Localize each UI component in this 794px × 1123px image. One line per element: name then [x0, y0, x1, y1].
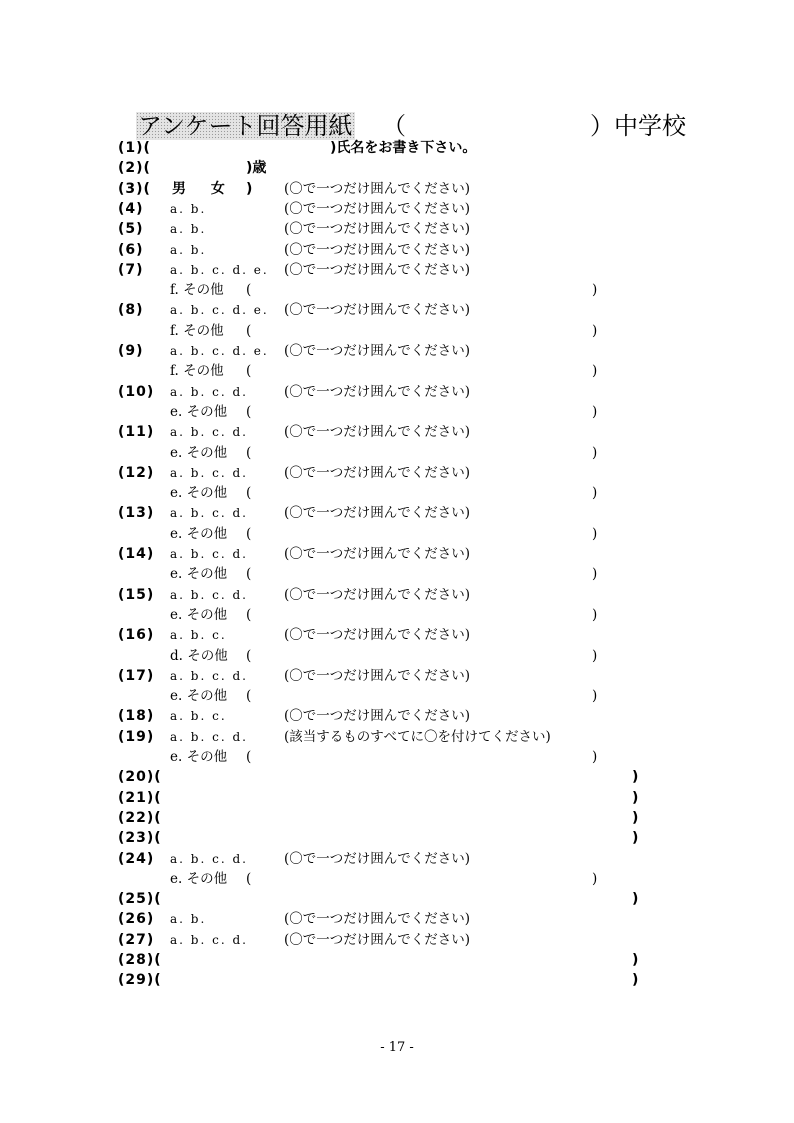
answer-instruction: (〇で一つだけ囲んでください)	[284, 383, 471, 400]
question-blank-label: )氏名をお書き下さい。	[330, 140, 477, 156]
free-answer-close-paren: )	[632, 769, 639, 786]
other-close-paren: )	[592, 363, 598, 380]
question-number: (29)(	[118, 972, 162, 989]
question-number: (9)	[118, 343, 144, 359]
question-number: (6)	[118, 241, 144, 258]
other-open-paren: (	[246, 282, 252, 299]
answer-instruction: (〇で一つだけ囲んでください)	[284, 241, 471, 258]
question-number: (25)(	[118, 891, 162, 908]
other-option-label: e. その他	[170, 525, 228, 542]
free-answer-close-paren: )	[632, 789, 639, 806]
answer-instruction: (該当するものすべてに〇を付けてください)	[284, 728, 551, 745]
answer-instruction: (〇で一つだけ囲んでください)	[284, 586, 471, 603]
school-name-open-paren: （	[382, 112, 406, 140]
answer-instruction: (〇で一つだけ囲んでください)	[284, 302, 471, 319]
question-number: (26)	[118, 911, 155, 928]
other-close-paren: )	[592, 870, 598, 887]
other-open-paren: (	[246, 363, 252, 380]
other-open-paren: (	[246, 749, 252, 765]
free-answer-close-paren: )	[632, 830, 639, 847]
question-number: (20)(	[118, 769, 162, 786]
answer-options[interactable]: a. b. c. d. e.	[170, 303, 269, 318]
other-open-paren: (	[246, 688, 252, 705]
other-close-paren: )	[592, 485, 598, 502]
other-option-label: e. その他	[170, 606, 228, 623]
answer-options[interactable]: a. b. c. d.	[170, 547, 248, 561]
answer-options[interactable]: a. b.	[170, 222, 207, 237]
question-number: (14)	[118, 546, 155, 562]
other-open-paren: (	[246, 606, 252, 623]
other-open-paren: (	[246, 870, 252, 887]
free-answer-close-paren: )	[632, 891, 639, 908]
answer-instruction: (〇で一つだけ囲んでください)	[284, 627, 471, 644]
other-close-paren: )	[592, 749, 598, 765]
other-close-paren: )	[592, 525, 598, 542]
other-close-paren: )	[592, 322, 598, 339]
question-number: (27)	[118, 931, 155, 948]
school-name-suffix: ）中学校	[590, 112, 686, 140]
answer-options[interactable]: a. b.	[170, 912, 207, 927]
answer-options[interactable]: a. b. c. d.	[170, 465, 248, 480]
question-number: (8)	[118, 302, 144, 319]
other-close-paren: )	[592, 606, 598, 623]
question-number: (3)(	[118, 180, 151, 197]
answer-instruction: (〇で一つだけ囲んでください)	[284, 180, 471, 197]
free-answer-close-paren: )	[632, 972, 639, 989]
question-number: (12)	[118, 464, 155, 481]
answer-options[interactable]: a. b.	[170, 201, 207, 216]
answer-instruction: (〇で一つだけ囲んでください)	[284, 261, 471, 278]
page-number: - 17 -	[380, 1040, 414, 1055]
answer-instruction: (〇で一つだけ囲んでください)	[284, 221, 471, 238]
answer-instruction: (〇で一つだけ囲んでください)	[284, 667, 471, 684]
question-number: (2)(	[118, 160, 151, 177]
question-blank-label: )歳	[246, 160, 267, 177]
other-close-paren: )	[592, 403, 598, 420]
answer-options[interactable]: a. b.	[170, 242, 207, 257]
question-number: (13)	[118, 505, 155, 522]
answer-instruction: (〇で一つだけ囲んでください)	[284, 200, 471, 217]
question-number: (5)	[118, 221, 144, 238]
other-close-paren: )	[592, 688, 598, 705]
other-open-paren: (	[246, 322, 252, 339]
other-option-label: e. その他	[170, 870, 228, 887]
other-close-paren: )	[592, 647, 598, 664]
answer-options[interactable]: a. b. c. d. e.	[170, 344, 269, 358]
other-option-label: f. その他	[170, 282, 224, 299]
answer-options[interactable]: a. b. c. d.	[170, 851, 248, 866]
answer-options[interactable]: a. b. c.	[170, 628, 227, 643]
question-number: (18)	[118, 708, 155, 725]
other-option-label: e. その他	[170, 403, 228, 420]
answer-instruction: (〇で一つだけ囲んでください)	[284, 546, 471, 562]
other-close-paren: )	[592, 566, 598, 583]
answer-instruction: (〇で一つだけ囲んでください)	[284, 850, 471, 867]
question-number: (28)(	[118, 952, 162, 968]
question-number: (17)	[118, 667, 155, 684]
other-open-paren: (	[246, 647, 252, 664]
answer-options[interactable]: a. b. c. d.	[170, 729, 248, 744]
answer-options[interactable]: a. b. c. d.	[170, 384, 248, 399]
answer-instruction: (〇で一つだけ囲んでください)	[284, 931, 471, 948]
other-option-label: e. その他	[170, 444, 228, 461]
answer-options[interactable]: a. b. c.	[170, 709, 227, 724]
free-answer-close-paren: )	[632, 809, 639, 826]
other-option-label: e. その他	[170, 566, 228, 583]
other-open-paren: (	[246, 485, 252, 502]
gender-close-paren: )	[246, 180, 253, 197]
answer-options[interactable]: a. b. c. d.	[170, 668, 248, 683]
answer-instruction: (〇で一つだけ囲んでください)	[284, 424, 471, 441]
question-number: (23)(	[118, 830, 162, 847]
question-number: (15)	[118, 586, 155, 603]
other-option-label: e. その他	[170, 749, 228, 765]
other-open-paren: (	[246, 525, 252, 542]
other-option-label: f. その他	[170, 363, 224, 380]
other-close-paren: )	[592, 282, 598, 299]
other-option-label: e. その他	[170, 485, 228, 502]
question-number: (21)(	[118, 789, 162, 806]
other-close-paren: )	[592, 444, 598, 461]
answer-instruction: (〇で一つだけ囲んでください)	[284, 505, 471, 522]
answer-options[interactable]: a. b. c. d.	[170, 932, 248, 947]
question-number: (11)	[118, 424, 155, 441]
other-open-paren: (	[246, 444, 252, 461]
question-number: (24)	[118, 850, 155, 867]
page-title: アンケート回答用紙	[138, 112, 353, 140]
question-number: (22)(	[118, 809, 162, 826]
question-number: (1)(	[118, 140, 151, 156]
question-number: (19)	[118, 728, 155, 745]
answer-options[interactable]: a. b. c. d.	[170, 506, 248, 521]
answer-options[interactable]: a. b. c. d.	[170, 425, 248, 440]
answer-options[interactable]: a. b. c. d.	[170, 587, 248, 602]
answer-instruction: (〇で一つだけ囲んでください)	[284, 911, 471, 928]
answer-instruction: (〇で一つだけ囲んでください)	[284, 343, 471, 359]
question-number: (10)	[118, 383, 155, 400]
other-open-paren: (	[246, 566, 252, 583]
gender-options[interactable]: 男 女	[172, 180, 235, 197]
question-number: (7)	[118, 261, 144, 278]
question-number: (4)	[118, 200, 144, 217]
other-option-label: f. その他	[170, 322, 224, 339]
other-option-label: e. その他	[170, 688, 228, 705]
question-number: (16)	[118, 627, 155, 644]
answer-instruction: (〇で一つだけ囲んでください)	[284, 464, 471, 481]
answer-options[interactable]: a. b. c. d. e.	[170, 262, 269, 277]
other-option-label: d. その他	[170, 647, 228, 664]
free-answer-close-paren: )	[632, 952, 639, 968]
other-open-paren: (	[246, 403, 252, 420]
answer-instruction: (〇で一つだけ囲んでください)	[284, 708, 471, 725]
